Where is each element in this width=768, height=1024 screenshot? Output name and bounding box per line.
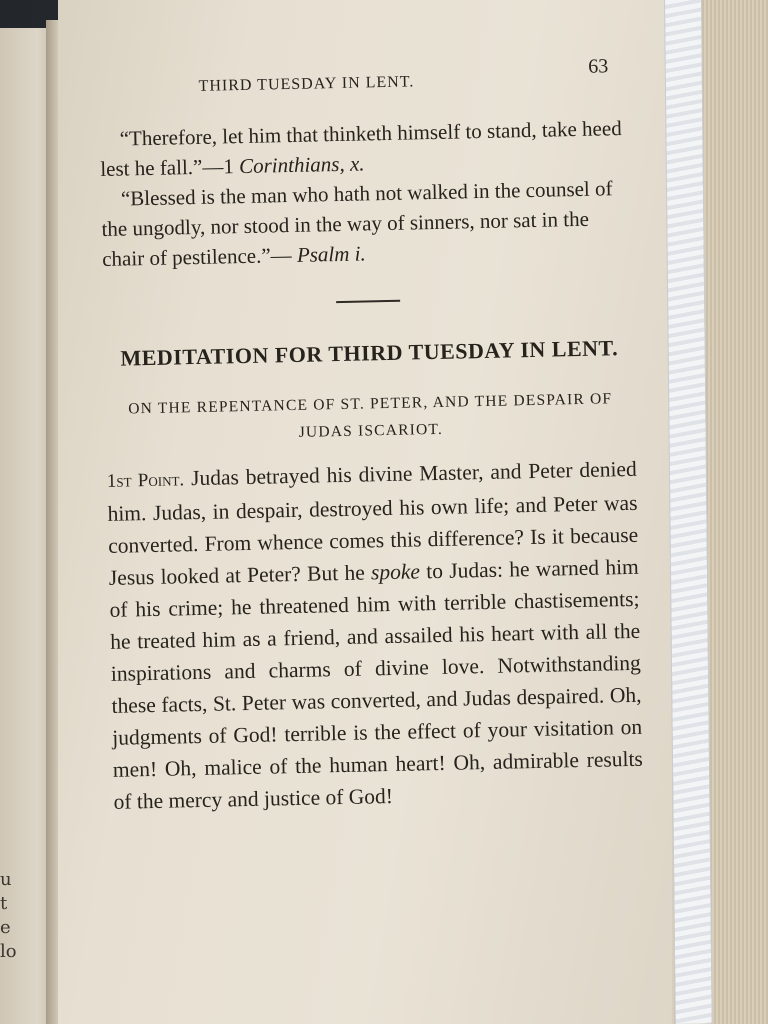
body-emphasis: spoke bbox=[370, 559, 421, 585]
left-fragment: t bbox=[0, 893, 8, 914]
left-fragment: lo bbox=[0, 941, 17, 962]
left-fragment: e bbox=[0, 917, 11, 938]
point-label: 1st Point. bbox=[106, 469, 185, 492]
running-title: THIRD TUESDAY IN LENT. bbox=[198, 73, 415, 95]
quote-2-text: “Blessed is the man who hath not walked in the counsel of the ungodly, nor stood in the way of sinners, nor sat in the chair of pestilence.”— bbox=[101, 176, 613, 271]
meditation-subtitle: ON THE REPENTANCE OF ST. PETER, AND THE DESPAIR OF JUDAS ISCARIOT. bbox=[128, 390, 613, 441]
section-divider bbox=[336, 300, 400, 303]
meditation-title: MEDITATION FOR THIRD TUESDAY IN LENT. bbox=[120, 335, 619, 371]
quote-1-text: “Therefore, let him that thinketh himself to stand, take heed lest he fall.”—1 bbox=[100, 116, 622, 181]
quote-2-source: Psalm i. bbox=[296, 241, 366, 267]
page-content bbox=[98, 47, 644, 818]
epigraph-quote-1 bbox=[99, 113, 630, 184]
epigraph-quote-2 bbox=[101, 173, 633, 274]
epigraph bbox=[99, 113, 632, 274]
page-number: 63 bbox=[588, 55, 609, 78]
quote-1-source: Corinthians, x. bbox=[238, 151, 365, 179]
left-fragment: u bbox=[0, 869, 12, 890]
body-text-2: to Judas: he warned him of his crime; he threatened him with terrible chastisements; he treated him as a friend, and assailed his heart with all the inspirations and charms of divine love. Notwithstanding these facts, St. Peter was converted, and Judas despaired. Oh, judgments of God! terrible is the effect of your visitation on men! Oh, malice of the human heart! Oh, admirable results of the mercy and justice of God! bbox=[109, 554, 644, 814]
meditation-body bbox=[107, 453, 644, 818]
body-text-1: Judas betrayed his divine Master, and Peter denied him. Judas, in despair, destroyed his own life; and Peter was converted. From whence comes this difference? Is it because Jesus looked at Peter? But he bbox=[107, 456, 639, 590]
left-page-text-fragments bbox=[0, 868, 17, 964]
